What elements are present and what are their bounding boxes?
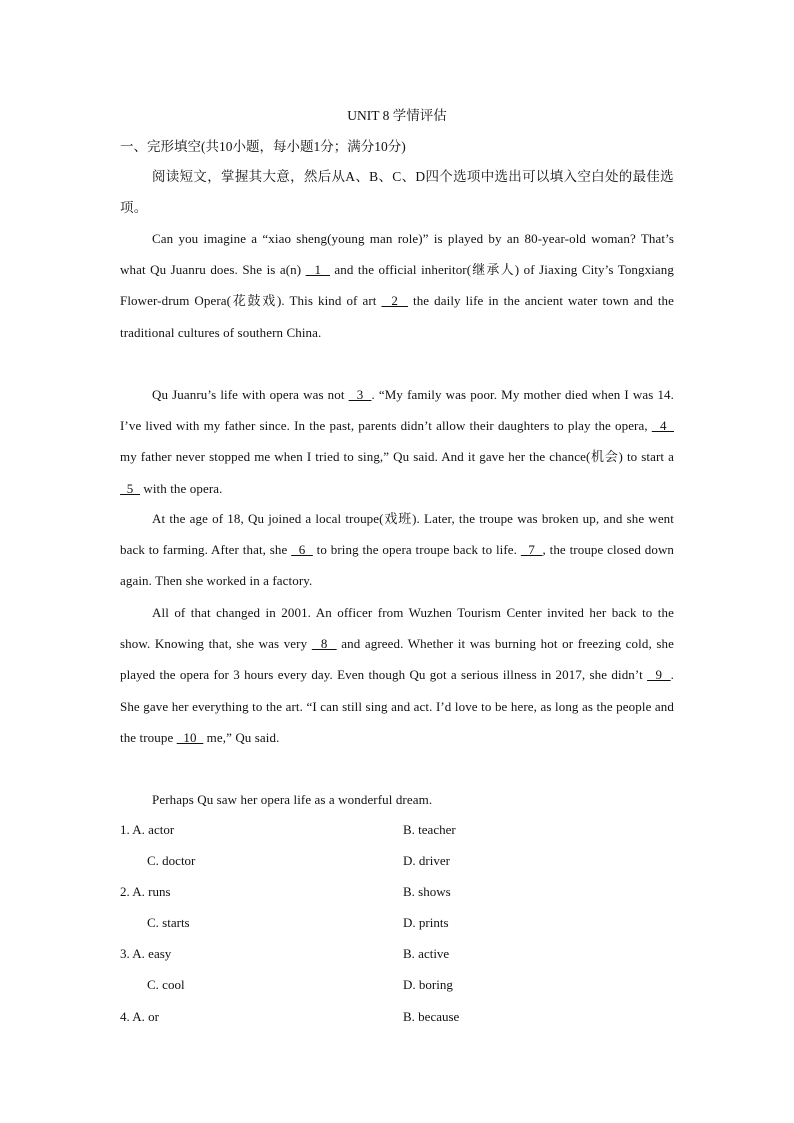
passage-text: my father never stopped me when I tried to sing,” Qu said. And it gave her the chance(机会) to start a	[120, 449, 674, 465]
blank-7: 7	[520, 542, 543, 558]
option-2-a: 2. A. runs	[120, 884, 171, 899]
blank-5: 5	[120, 480, 140, 496]
passage-text: and agreed. Whether it was burning hot or freezing cold, she played the opera for 3 hours every day. Even though Qu got a serious illness in 2017, she didn’t	[120, 636, 674, 683]
option-3-b: B. active	[403, 946, 450, 961]
passage-paragraph-3	[120, 503, 674, 597]
blank-10: 10	[176, 729, 204, 745]
passage-text: , the troupe closed down again. Then she worked in a factory.	[120, 542, 675, 589]
option-2-c: C. starts	[147, 915, 190, 930]
passage-text: and the official inheritor(继承人) of Jiaxing City’s Tongxiang Flower-drum Opera(花鼓戏). This kind of art	[120, 262, 675, 309]
passage-paragraph-1	[120, 223, 674, 348]
blank-8: 8	[311, 636, 337, 652]
passage-text: me,” Qu said.	[203, 729, 280, 745]
option-2-d: D. prints	[403, 915, 449, 930]
option-3-a: 3. A. easy	[120, 946, 172, 961]
option-4-a: 4. A. or	[120, 1009, 159, 1024]
passage-text: At the age of 18, Qu joined a local troupe(戏班). Later, the troupe was broken up, and she went back to farming. After that, she	[120, 511, 674, 558]
passage-text: Can you imagine a “xiao sheng(young man role)” is played by an 80-year-old woman? That’s what Qu Juanru does. She is a(n)	[120, 231, 674, 278]
option-2-b: B. shows	[403, 884, 451, 899]
passage-paragraph-2	[120, 379, 674, 504]
instruction-text: 阅读短文，掌握其大意，然后从A、B、C、D四个选项中选出可以填入空白处的最佳选项。	[120, 169, 674, 216]
passage-text: the daily life in the ancient water town and the traditional cultures of southern China.	[120, 293, 674, 340]
option-1-b: B. teacher	[403, 822, 456, 837]
passage-paragraph-5: Perhaps Qu saw her opera life as a wonderful dream.	[152, 792, 433, 807]
passage-paragraph-4	[120, 597, 674, 753]
passage-text: to bring the opera troupe back to life.	[312, 542, 521, 558]
blank-9: 9	[647, 667, 671, 683]
passage-text: All of that changed in 2001. An officer from Wuzhen Tourism Center invited her back to the show. Knowing that, she was very	[120, 605, 674, 652]
option-4-b: B. because	[403, 1009, 460, 1024]
passage-text: . She gave her everything to the art. “I can still sing and act. I’d love to be here, as long as the people and the troupe	[120, 667, 674, 745]
passage-text: Qu Juanru’s life with opera was not	[152, 387, 349, 402]
option-3-c: C. cool	[147, 977, 185, 992]
blank-1: 1	[305, 262, 330, 278]
option-3-d: D. boring	[403, 977, 453, 992]
passage-text: with the opera.	[140, 480, 223, 496]
option-1-a: 1. A. actor	[120, 822, 175, 837]
blank-4: 4	[651, 418, 674, 434]
blank-2: 2	[381, 293, 409, 309]
blank-6: 6	[291, 542, 313, 558]
option-1-d: D. driver	[403, 853, 450, 868]
passage-text: . “My family was poor. My mother died when I was 14. I’ve lived with my father since. In the past, parents didn’t allow their daughters to play the opera,	[120, 387, 675, 434]
blank-3: 3	[348, 387, 372, 402]
option-1-c: C. doctor	[147, 853, 196, 868]
page-title: UNIT 8 学情评估	[347, 108, 447, 123]
section-heading: 一、完形填空(共10小题，每小题1分；满分10分)	[120, 139, 406, 154]
